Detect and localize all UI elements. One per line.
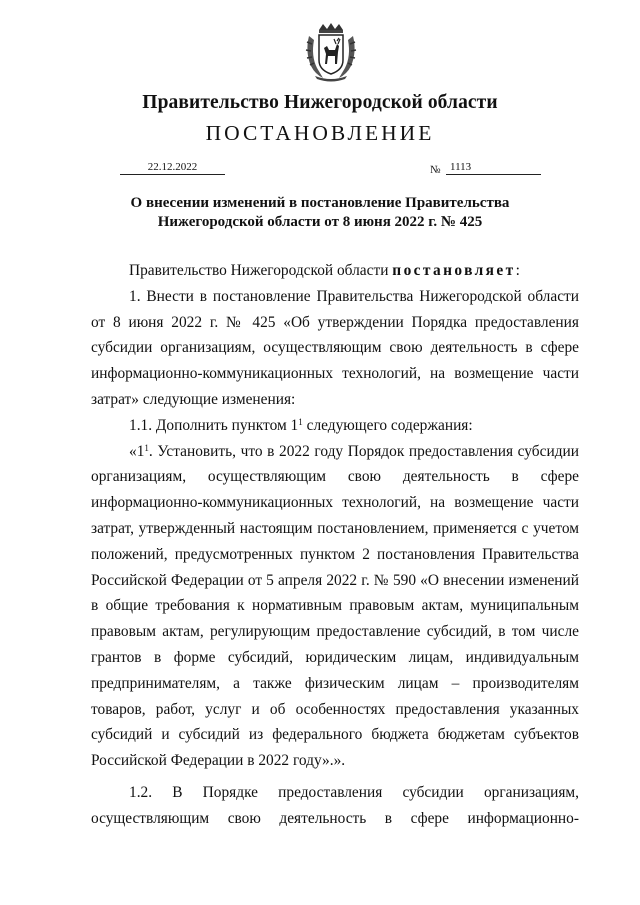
coat-of-arms-icon [305,22,357,82]
document-date: 22.12.2022 [120,160,225,175]
paragraph-1-1-text [91,439,579,774]
document-number: 1113 [446,160,541,175]
intro-suffix: : [515,262,520,279]
document-subject [90,194,550,232]
intro-prefix: Правительство Нижегородской области [129,262,389,279]
subject-line-2: Нижегородской области от 8 июня 2022 г. № 425 [157,214,483,230]
government-title: Правительство Нижегородской области [142,92,498,113]
paragraph-1: 1. Внести в постановление Правительства Нижегородской области от 8 июня 2022 г. № 425 «Об утверждении Порядка предоставления субсидии организациям, осуществляющим свою деятельность в сфере информационно-коммуникационных технологий, на возмещение части затрат» следующие изменения: [91,287,579,408]
document-type: ПОСТАНОВЛЕНИЕ [205,121,435,145]
number-sign: № [430,164,441,176]
p2-suffix: следующего содержания: [302,416,473,434]
p3-prefix: «1 [129,442,145,460]
p3-text: . Установить, что в 2022 году Порядок предоставления субсидии организациям, осуществляющим свою деятельность в сфере информационно-коммуникационных технологий, на возмещение части затрат, утвержденный настоящим постановлением, применяется с учетом положений, предусмотренных пунктом 2 постановления Правительства Российской Федерации от 5 апреля 2022 г. № 590 «О внесении изменений в общие требования к нормативным правовым актам, муниципальным правовым актам, регулирующим предоставление субсидий, в том числе грантов в форме субсидий, юридическим лицам, индивидуальным предпринимателям, а также физическим лицам – производителям товаров, работ, услуг и об особенностях предоставления указанных субсидий и субсидий из федерального бюджета бюджетам субъектов Российской Федерации в 2022 году».». [91,442,579,770]
subject-line-1: О внесении изменений в постановление Правительства [130,195,510,211]
document-body [91,258,579,832]
intro-paragraph [91,258,579,284]
paragraph-1-2: 1.2. В Порядке предоставления субсидии организациям, осуществляющим свою деятельность в сфере информационно- [91,783,579,827]
intro-verb: постановляет [392,262,516,279]
p2-prefix: 1.1. Дополнить пунктом 1 [129,416,299,434]
p2-superscript: 1 [298,416,303,427]
p3-superscript: 1 [144,442,149,453]
paragraph-1-1 [91,413,579,439]
